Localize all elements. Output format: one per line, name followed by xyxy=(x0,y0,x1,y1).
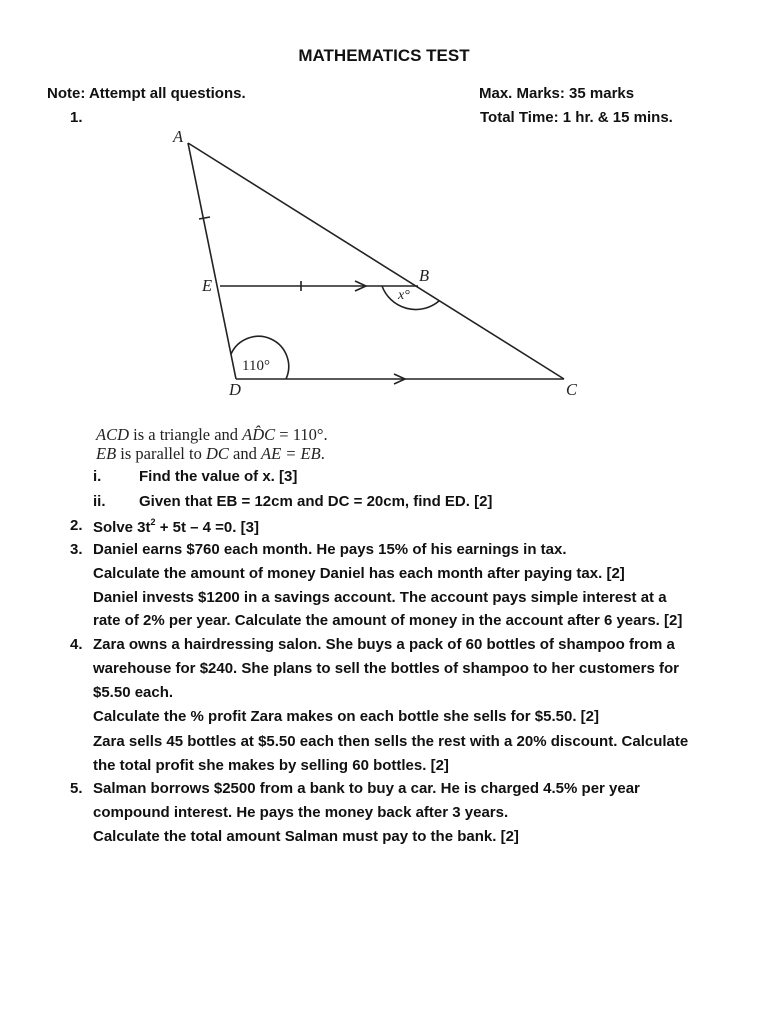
label-a: A xyxy=(173,127,184,146)
question-2-text: Solve $3t^2 + 5t - 4 =0$. [3] xyxy=(93,517,259,536)
statement-line-1: ACD is a triangle and AD̂C = 110°. xyxy=(96,425,328,444)
label-d: D xyxy=(229,380,241,399)
side-ad xyxy=(188,143,236,379)
label-b: B xyxy=(419,266,430,285)
label-e: E xyxy=(202,276,213,295)
angle-x-label: x° xyxy=(398,288,410,303)
question-4-line: Zara sells 45 bottles at $5.50 each then sells the rest with a 20% discount. Calculate xyxy=(93,733,689,750)
question-4-line: the total profit she makes by selling 60 bottles. [2] xyxy=(93,757,449,774)
instructions-note: Note: Attempt all questions. xyxy=(47,85,246,102)
question-4-number: 4. xyxy=(70,636,83,653)
question-4-line: Zara owns a hairdressing salon. She buys a pack of 60 bottles of shampoo from a xyxy=(93,636,675,653)
total-time: Total Time: 1 hr. & 15 mins. xyxy=(480,109,673,126)
question-3-line: Daniel earns $760 each month. He pays 15% of his earnings in tax. xyxy=(93,541,567,558)
part-ii-number: ii. xyxy=(93,493,106,510)
question-3-number: 3. xyxy=(70,541,83,558)
statement-line-2: EB is parallel to DC and AE = EB. xyxy=(96,444,325,463)
question-5-line: compound interest. He pays the money back after 3 years. xyxy=(93,804,509,821)
max-marks: Max. Marks: 35 marks xyxy=(479,85,635,102)
question-5-number: 5. xyxy=(70,780,83,797)
question-1-number: 1. xyxy=(70,109,83,126)
question-5-line: Salman borrows $2500 from a bank to buy a car. He is charged 4.5% per year xyxy=(93,780,640,797)
question-4-line: warehouse for $240. She plans to sell the bottles of shampoo to her customers for xyxy=(93,660,679,677)
question-3-line: Calculate the amount of money Daniel has each month after paying tax. [2] xyxy=(93,565,625,582)
angle-arc-x xyxy=(382,286,439,310)
question-3-line: Daniel invests $1200 in a savings account. The account pays simple interest at a xyxy=(93,589,667,606)
question-3-line: rate of 2% per year. Calculate the amount of money in the account after 6 years. [2] xyxy=(93,612,683,629)
side-ac xyxy=(188,143,564,379)
part-i-number: i. xyxy=(93,468,102,485)
part-ii-text: Given that EB = 12cm and DC = 20cm, find ED. [2] xyxy=(139,493,493,510)
question-4-line: Calculate the % profit Zara makes on each bottle she sells for $5.50. [2] xyxy=(93,708,600,725)
triangle-diagram xyxy=(0,0,768,420)
label-c: C xyxy=(566,380,578,399)
angle-110-label: 110° xyxy=(242,358,270,374)
tick-mark-ae xyxy=(199,217,210,219)
question-2-number: 2. xyxy=(70,517,83,534)
question-4-line: $5.50 each. xyxy=(93,684,174,701)
question-5-line: Calculate the total amount Salman must pay to the bank. [2] xyxy=(93,828,519,845)
page-title: MATHEMATICS TEST xyxy=(298,46,470,65)
part-i-text: Find the value of x. [3] xyxy=(139,468,298,485)
